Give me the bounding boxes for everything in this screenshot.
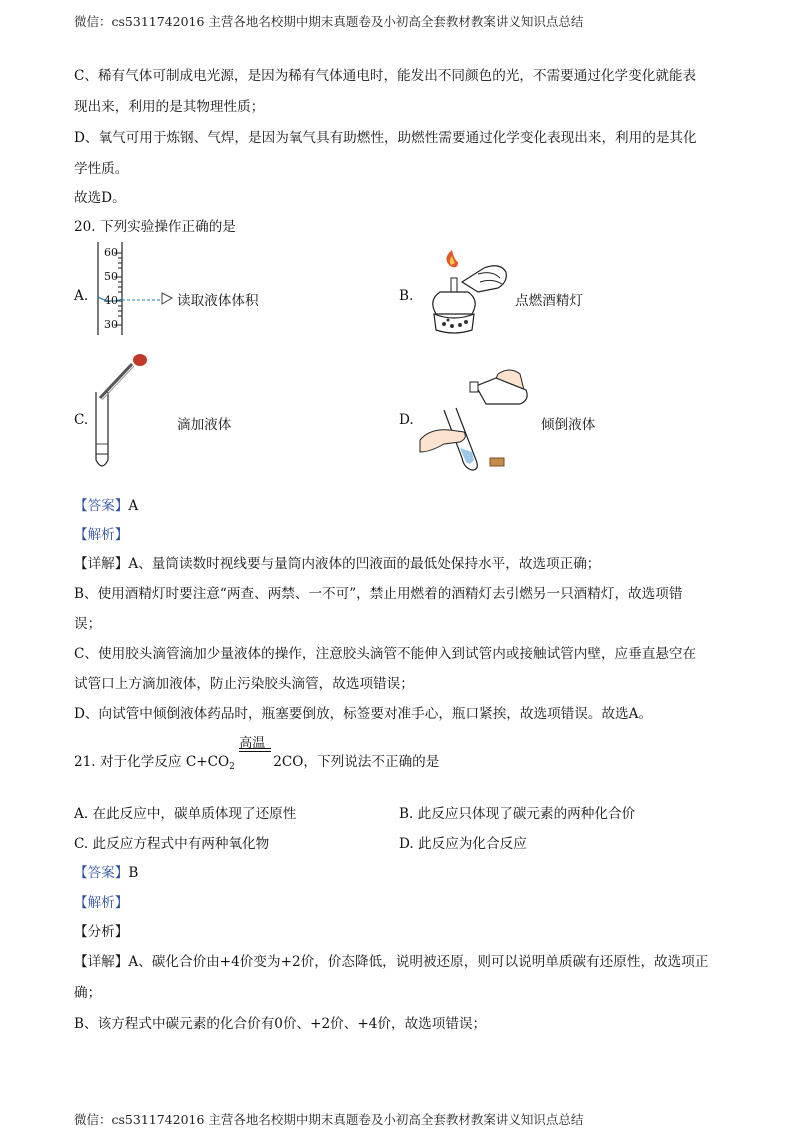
analysis-tag: 【解析】 [74, 527, 129, 543]
detail-a-text: A、碳化合价由+4价变为+2价，价态降低，说明被还原，则可以说明单质碳有还原性，故选项正 [128, 954, 709, 970]
q20-option-b-label: B. [399, 288, 414, 304]
q20-answer-line [74, 494, 138, 514]
q21-option-d: D. 此反应为化合反应 [399, 836, 527, 852]
q21-option-b: B. 此反应只体现了碳元素的两种化合价 [399, 806, 636, 822]
answer-value: A [128, 498, 139, 514]
q20-analysis-tag [74, 523, 128, 543]
q21-stem-subscript: 2 [229, 762, 235, 772]
q20-stem: 20. 下列实验操作正确的是 [74, 219, 236, 235]
q20-detail-d: D、向试管中倾倒液体药品时，瓶塞要倒放，标签要对准手心，瓶口紧挨，故选项错误。故选A。 [74, 706, 653, 722]
scale-label-50: 50 [104, 270, 118, 283]
q21-answer-line [74, 861, 138, 881]
q20-option-a-caption: 读取液体体积 [177, 293, 259, 309]
q20-option-b-caption: 点燃酒精灯 [515, 293, 583, 309]
equation-bar-bottom [239, 751, 271, 752]
dropper-test-tube-figure [88, 350, 158, 472]
alcohol-lamp-figure [418, 248, 518, 344]
analysis-tag: 【解析】 [74, 895, 129, 911]
q20-option-c-label: C. [74, 412, 89, 428]
answer-tag: 【答案】 [74, 865, 129, 881]
pouring-liquid-figure [420, 360, 540, 475]
scale-label-30: 30 [104, 318, 118, 331]
q20-detail-b-line2: 误； [74, 616, 102, 632]
answer-value: B [128, 865, 139, 881]
scale-label-60: 60 [104, 246, 118, 259]
q21-fenxi-tag: 【分析】 [74, 924, 129, 940]
condition-text: 高温 [239, 736, 266, 751]
detail-tag: 【详解】 [74, 954, 129, 970]
q20-detail-c-line1: C、使用胶头滴管滴加少量液体的操作，注意胶头滴管不能伸入到试管内或接触试管内壁，应垂直悬空在 [74, 646, 697, 662]
q21-detail-a-line1 [74, 950, 708, 970]
q21-stem [74, 736, 440, 772]
q20-option-d-caption: 倾倒液体 [541, 417, 596, 433]
q21-detail-b: B、该方程式中碳元素的化合价有0价、+2价、+4价，故选项错误； [74, 1016, 487, 1032]
q20-detail-a [74, 552, 600, 572]
detail-tag: 【详解】 [74, 556, 129, 572]
q20-detail-c-line2: 试管口上方滴加液体，防止污染胶头滴管，故选项错误； [74, 676, 414, 692]
q20-option-a-label: A. [74, 288, 89, 304]
q21-stem-prefix: 21. 对于化学反应 C+CO [74, 754, 230, 770]
q21-stem-suffix: 2CO，下列说法不正确的是 [273, 754, 440, 770]
prev-option-c-line1: C、稀有气体可制成电光源，是因为稀有气体通电时，能发出不同颜色的光，不需要通过化学变化就能表 [74, 68, 697, 84]
q20-detail-b-line1: B、使用酒精灯时要注意“两查、两禁、一不可”，禁止用燃着的酒精灯去引燃另一只酒精灯，故选项错 [74, 586, 683, 602]
q21-detail-a-line2: 确； [74, 985, 102, 1001]
prev-conclusion: 故选D。 [74, 190, 126, 206]
q21-option-a: A. 在此反应中，碳单质体现了还原性 [74, 806, 297, 822]
answer-tag: 【答案】 [74, 498, 129, 514]
prev-option-d-line2: 学性质。 [74, 161, 129, 177]
equation-bar-top [239, 748, 271, 749]
q20-option-d-label: D. [399, 412, 414, 428]
q21-option-c: C. 此反应方程式中有两种氧化物 [74, 836, 270, 852]
page-header: 微信：cs5311742016 主营各地名校期中期末真题卷及小初高全套教材教案讲义知识点总结 [74, 14, 584, 29]
prev-option-c-line2: 现出来，利用的是其物理性质； [74, 99, 265, 115]
detail-a-text: A、量筒读数时视线要与量筒内液体的凹液面的最低处保持水平，故选项正确； [128, 556, 601, 572]
page-footer: 微信：cs5311742016 主营各地名校期中期末真题卷及小初高全套教材教案讲义知识点总结 [74, 1112, 584, 1127]
q20-option-c-caption: 滴加液体 [177, 417, 232, 433]
prev-option-d-line1: D、氧气可用于炼钢、气焊，是因为氧气具有助燃性，助燃性需要通过化学变化表现出来，利用的是其化 [74, 130, 697, 146]
reaction-condition [239, 736, 273, 766]
q21-analysis-tag [74, 891, 128, 911]
scale-label-40: 40 [104, 294, 118, 307]
